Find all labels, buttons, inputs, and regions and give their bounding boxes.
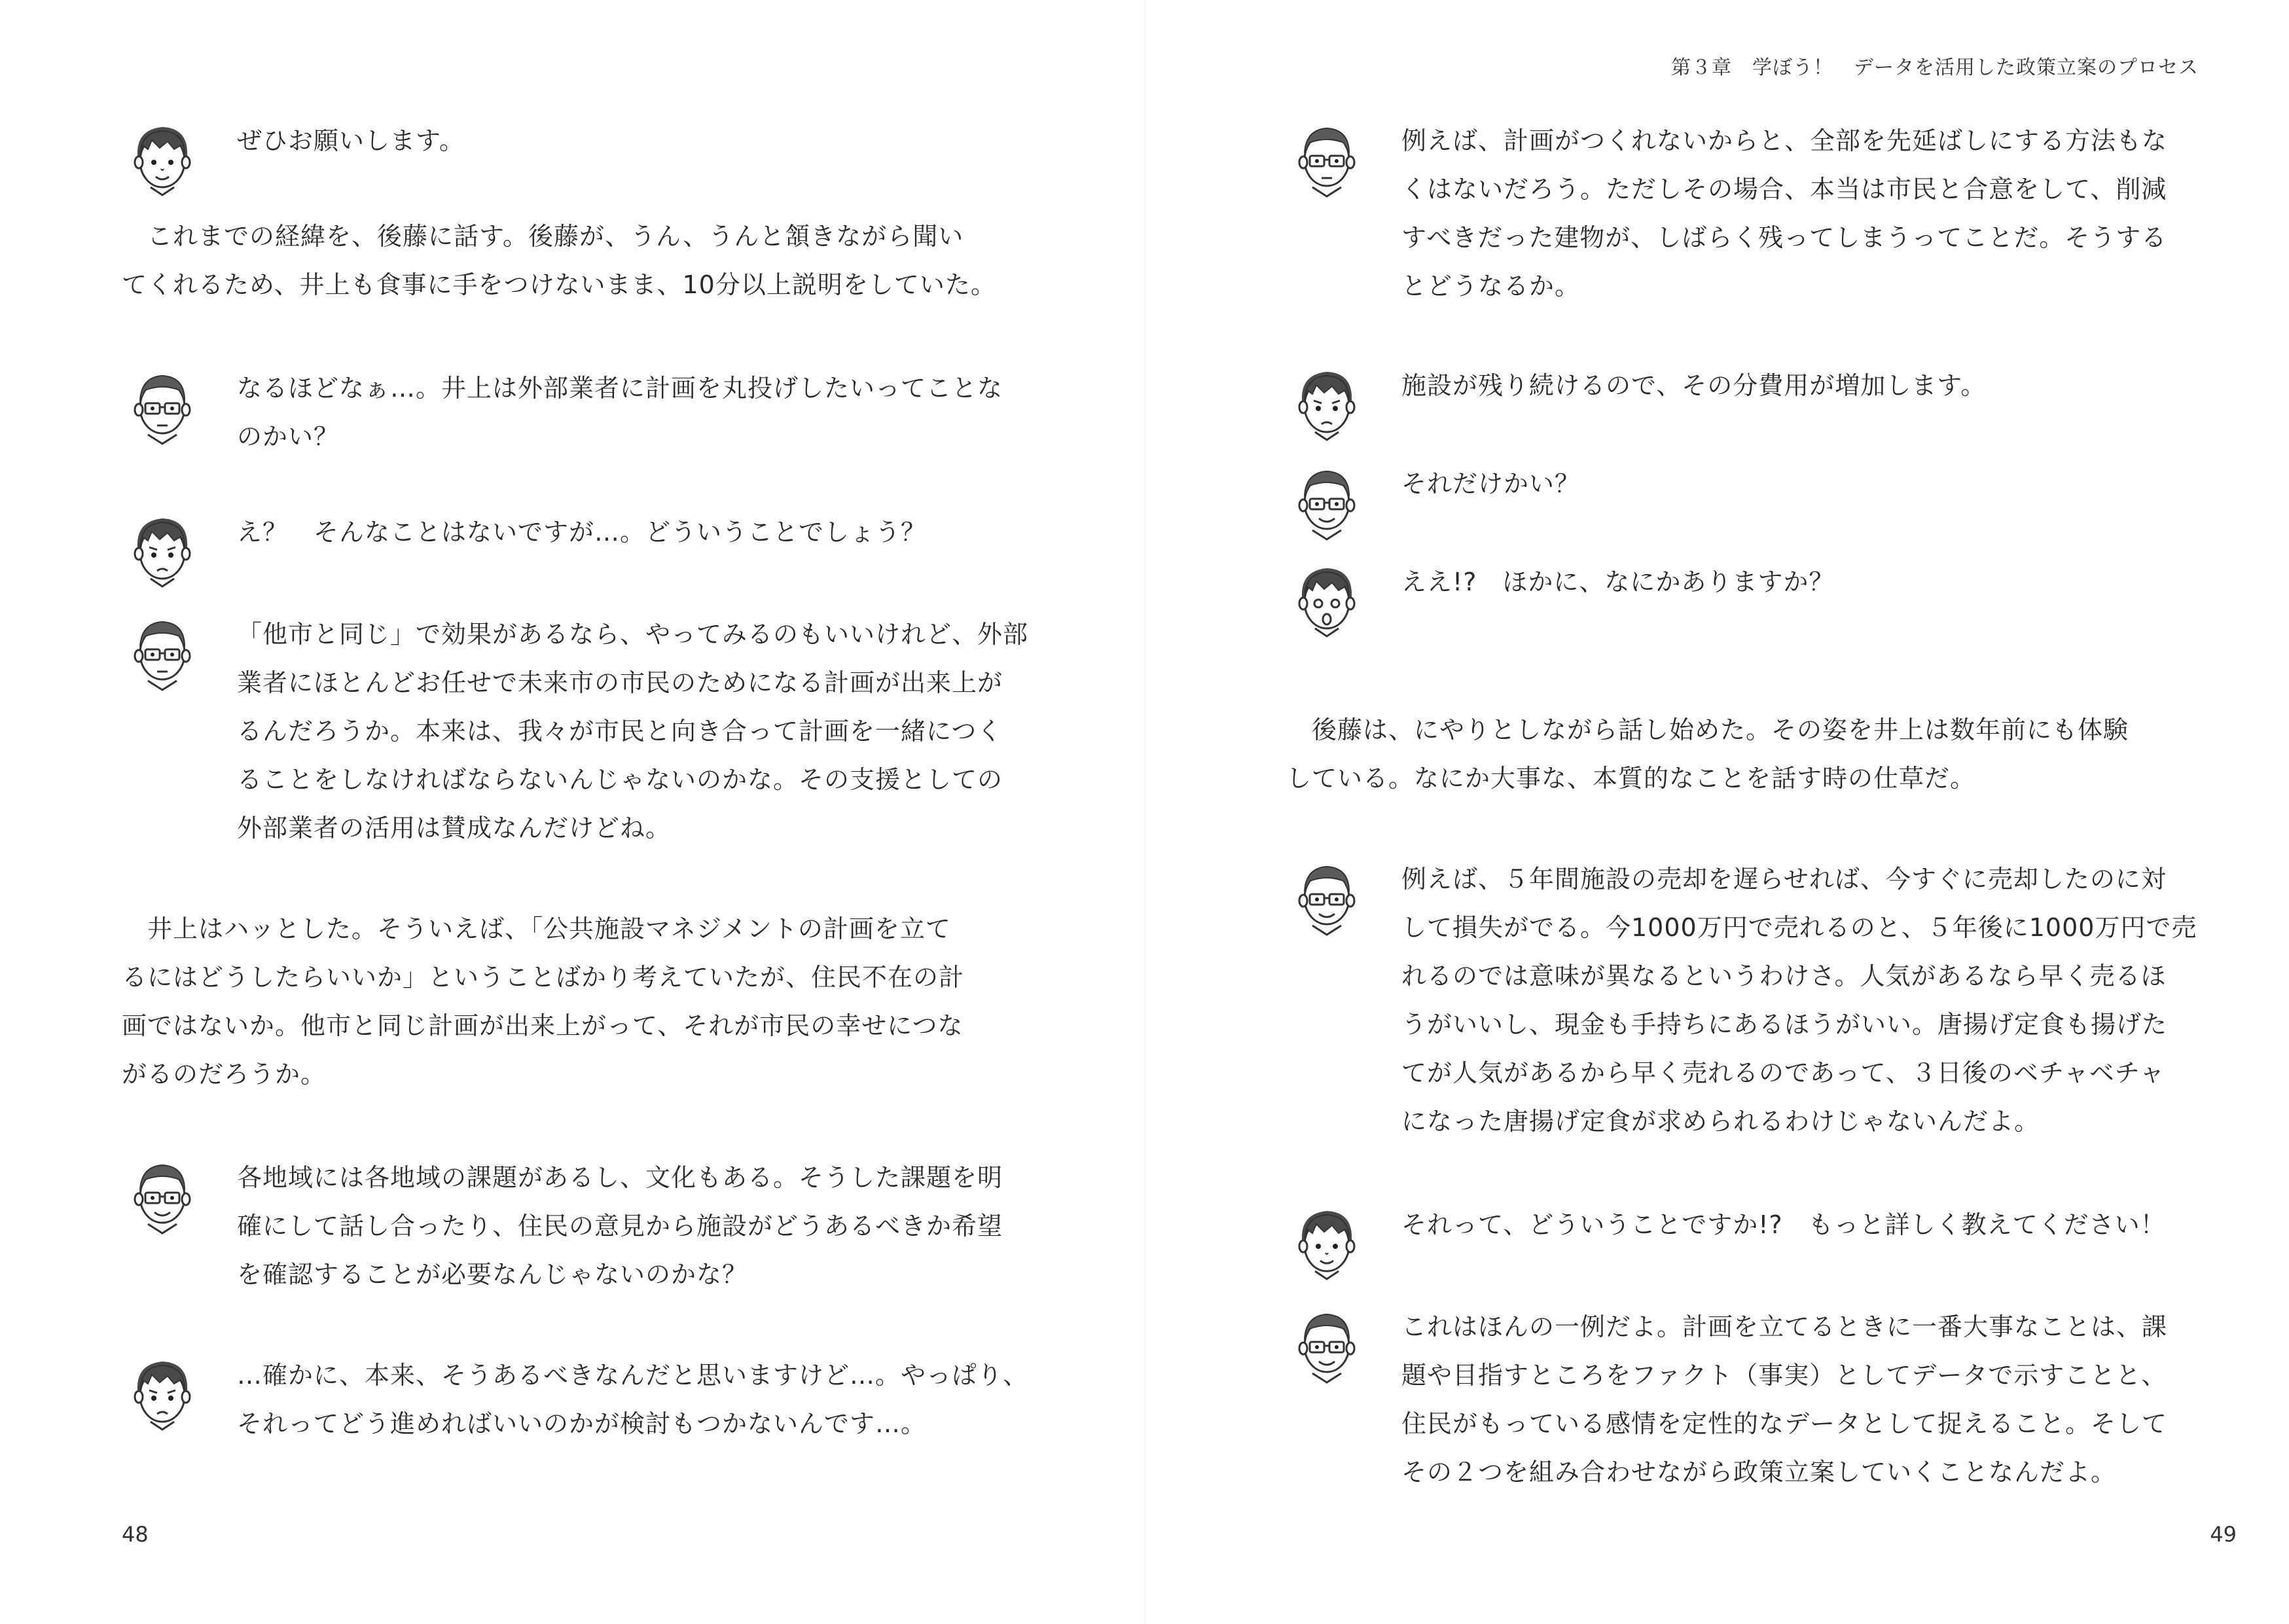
narration-paragraph-3 <box>1286 706 2129 803</box>
text-line: 各地域には各地域の課題があるし、文化もある。そうした課題を明 <box>237 1163 1003 1192</box>
dialogue-text <box>1401 855 2197 1146</box>
text-line: るにはどうしたらいいか」ということばかり考えていたが、住民不在の計 <box>122 963 965 992</box>
glasses-man-face-icon <box>1286 1303 1367 1384</box>
text-line: なるほどなぁ…。井上は外部業者に計画を丸投げしたいってことな <box>237 374 1003 403</box>
text-line: のかい？ <box>237 422 340 451</box>
glasses-man-face-icon <box>122 364 203 445</box>
text-line: うがいいし、現金も手持ちにあるほうがいい。唐揚げ定食も揚げた <box>1401 1010 2168 1039</box>
text-line: 例えば、計画がつくれないからと、全部を先延ばしにする方法もな <box>1401 126 2168 155</box>
text-line: その２つを組み合わせながら政策立案していくことなんだよ。 <box>1401 1458 2117 1487</box>
text-line: 題や目指すところをファクト（事実）としてデータで示すことと、 <box>1401 1361 2167 1390</box>
text-line: それって、どういうことですか!? もっと詳しく教えてください！ <box>1401 1210 2166 1239</box>
dialogue-text <box>237 364 1003 461</box>
text-line: とどうなるか。 <box>1401 272 1581 300</box>
text-line: 外部業者の活用は賛成なんだけどね。 <box>237 814 672 842</box>
dialogue-text <box>237 508 926 556</box>
text-line: るんだろうか。本来は、我々が市民と向き合って計画を一緒につく <box>237 717 1003 746</box>
text-line: すべきだった建物が、しばらく残ってしまうってことだ。そうする <box>1401 223 2167 252</box>
dialogue-text <box>1401 558 1834 606</box>
glasses-man-face-icon <box>1286 117 1367 198</box>
text-line: 「他市と同じ」で効果があるなら、やってみるのもいいけれど、外部 <box>237 620 1029 649</box>
running-head: 第３章 学ぼう！ データを活用した政策立案のプロセス <box>1671 56 2199 79</box>
dialogue-text <box>237 1153 1003 1299</box>
dialogue-text <box>237 1351 1028 1448</box>
text-line: して損失がでる。今1000万円で売れるのと、５年後に1000万円で売 <box>1401 913 2197 942</box>
text-line: ええ!? ほかに、なにかありますか？ <box>1401 568 1835 596</box>
page-number-left: 48 <box>122 1522 149 1547</box>
text-line: 業者にほとんどお任せで未来市の市民のためになる計画が出来上が <box>237 668 1003 697</box>
text-line: 例えば、５年間施設の売却を遅らせれば、今すぐに売却したのに対 <box>1401 865 2167 893</box>
young-man-face-icon <box>122 117 203 198</box>
text-line: 後藤は、にやりとしながら話し始めた。その姿を井上は数年前にも体験 <box>1286 715 2129 744</box>
glasses-man-face-icon <box>1286 855 1367 936</box>
young-man-face-icon <box>1286 1200 1367 1282</box>
text-line: ぜひお願いします。 <box>237 126 465 155</box>
text-line: 井上はハッとした。そういえば、「公共施設マネジメントの計画を立て <box>122 914 951 943</box>
text-line: くはないだろう。ただしその場合、本当は市民と合意をして、削減 <box>1401 175 2167 204</box>
text-line: れるのでは意味が異なるというわけさ。人気があるなら早く売るほ <box>1401 962 2167 990</box>
surprised-young-man-face-icon <box>1286 558 1367 639</box>
text-line: になった唐揚げ定食が求められるわけじゃないんだよ。 <box>1401 1107 2040 1136</box>
text-line: 住民がもっている感情を定性的なデータとして捉えること。そして <box>1401 1409 2168 1438</box>
young-man-face-icon <box>1286 361 1367 442</box>
text-line: がるのだろうか。 <box>122 1060 327 1089</box>
dialogue-text <box>237 117 465 165</box>
narration-paragraph-1 <box>122 212 996 309</box>
text-line: 確にして話し合ったり、住民の意見から施設がどうあるべきか希望 <box>237 1212 1003 1240</box>
text-line: てが人気があるから早く売れるのであって、３日後のベチャベチャ <box>1401 1058 2165 1087</box>
young-man-face-icon <box>122 1351 203 1432</box>
text-line: を確認することが必要なんじゃないのかな？ <box>237 1260 748 1289</box>
text-line: …確かに、本来、そうあるべきなんだと思いますけど…。やっぱり、 <box>237 1361 1029 1390</box>
text-line: している。なにか大事な、本質的なことを話す時の仕草だ。 <box>1286 764 1976 793</box>
left-page <box>0 0 1144 1624</box>
narration-paragraph-2 <box>122 905 964 1098</box>
page-number-right: 49 <box>2210 1522 2237 1547</box>
dialogue-text <box>1401 117 2167 310</box>
dialogue-text <box>1401 1303 2167 1496</box>
glasses-man-face-icon <box>122 610 203 691</box>
dialogue-text <box>237 610 1028 852</box>
text-line: それってどう進めればいいのかが検討もつかないんです…。 <box>237 1409 927 1438</box>
young-man-face-icon <box>122 508 203 589</box>
dialogue-text <box>1401 361 1986 410</box>
text-line: それだけかい？ <box>1401 469 1581 498</box>
dialogue-text <box>1401 460 1580 508</box>
text-line: ることをしなければならないんじゃないのかな。その支援としての <box>237 765 1003 794</box>
text-line: てくれるため、井上も食事に手をつけないまま、10分以上説明をしていた。 <box>122 270 996 299</box>
text-line: 画ではないか。他市と同じ計画が出来上がって、それが市民の幸せにつな <box>122 1011 964 1040</box>
glasses-man-face-icon <box>1286 460 1367 541</box>
text-line: 施設が残り続けるので、その分費用が増加します。 <box>1401 371 1987 400</box>
glasses-man-face-icon <box>122 1153 203 1235</box>
text-line: これはほんの一例だよ。計画を立てるときに一番大事なことは、課 <box>1401 1312 2168 1341</box>
text-line: これまでの経緯を、後藤に話す。後藤が、うん、うんと頷きながら聞い <box>122 222 964 251</box>
right-page <box>1145 0 2289 1624</box>
text-line: え？ そんなことはないですが…。どういうことでしょう？ <box>237 518 927 547</box>
dialogue-text <box>1401 1200 2166 1249</box>
